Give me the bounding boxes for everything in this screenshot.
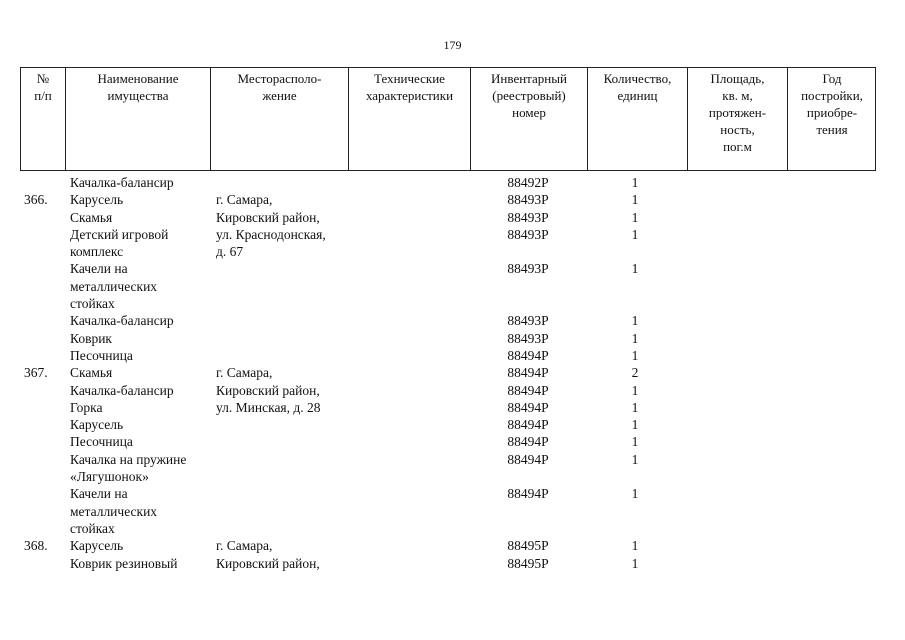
- header-year: Год постройки, приобре- тения: [801, 71, 863, 137]
- header-technical: Технические характеристики: [365, 71, 454, 103]
- item-names-column: Качалка-балансир Карусель Скамья Детский игровой комплекс Качели на металлических стойках Качалка-балансир Коврик Песочница Скамья Качалка-балансир Горка Карусель Песочница Качалка на пружине «Лягушонок» Качели на металлических стойках Карусель Коврик резиновый: [70, 175, 187, 571]
- header-area: Площадь, кв. м, протяжен- ность, пог.м: [708, 71, 767, 154]
- item-locations-column: г. Самара, Кировский район, ул. Краснодонская, д. 67 г. Самара, Кировский район, ул. Минская, д. 28 г. Самара, Кировский район,: [216, 192, 326, 571]
- header-quantity: Количество, единиц: [603, 71, 672, 103]
- header-name: Наименование имущества: [97, 71, 179, 103]
- quantities-column: 1 1 1 1 1 1 1 1 2 1 1 1 1 1 1 1 1: [631, 175, 639, 571]
- page-number: 179: [443, 38, 462, 52]
- header-number: № п/п: [34, 71, 52, 103]
- header-location: Месторасполо- жение: [237, 71, 322, 103]
- header-inventory: Инвентарный (реестровый) номер: [491, 71, 567, 120]
- table-header: [20, 67, 876, 171]
- inventory-numbers-column: 88492Р 88493Р 88493Р 88493Р 88493Р 88493Р 88493Р 88494Р 88494Р 88494Р 88494Р 88494Р 88494Р 88494Р 88494Р 88495Р 88495Р: [507, 175, 549, 571]
- item-numbers-column: 366. 367. 368.: [24, 192, 48, 554]
